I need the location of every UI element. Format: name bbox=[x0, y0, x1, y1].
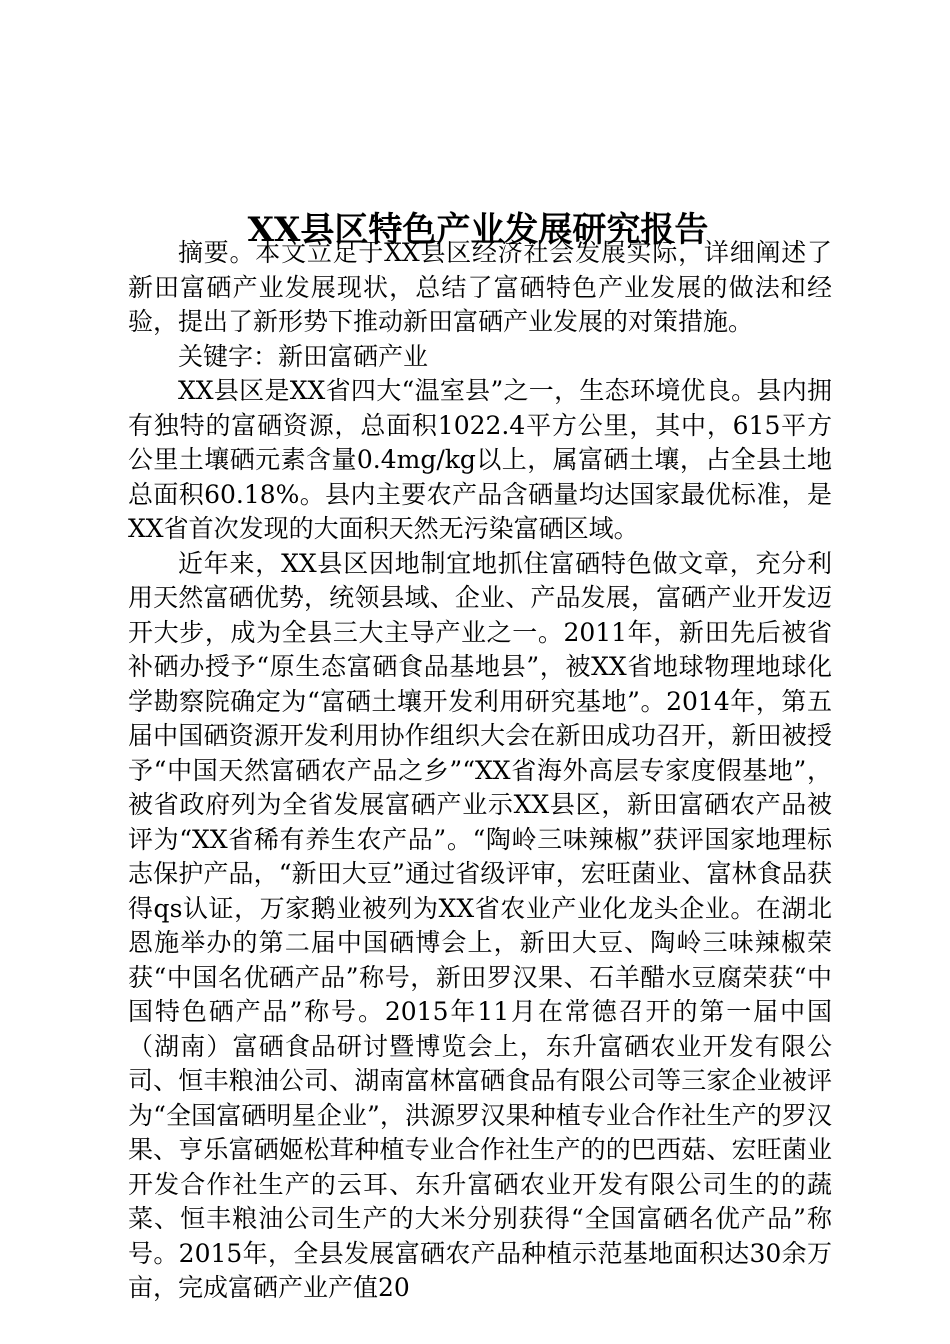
body-paragraph-progress: 近年来，XX县区因地制宜地抓住富硒特色做文章，充分利用天然富硒优势，统领县域、企业、产品发展，富硒产业开发迈开大步，成为全县三大主导产业之一。2011年，新田先后被省补硒办授予“原生态富硒食品基地县”，被XX省地球物理地球化学勘察院确定为“富硒土壤开发利用研究基地”。2014年，第五届中国硒资源开发利用协作组织大会在新田成功召开，新田被授予“中国天然富硒农产品之乡”“XX省海外高层专家度假基地”，被省政府列为全省发展富硒产业示XX县区，新田富硒农产品被评为“XX省稀有养生农产品”。“陶岭三味辣椒”获评国家地理标志保护产品，“新田大豆”通过省级评审，宏旺菌业、富林食品获得qs认证，万家鹅业被列为XX省农业产业化龙头企业。在湖北恩施举办的第二届中国硒博会上，新田大豆、陶岭三味辣椒荣获“中国名优硒产品”称号，新田罗汉果、石羊醋水豆腐荣获“中国特色硒产品”称号。2015年11月在常德召开的第一届中国（湖南）富硒食品研讨暨博览会上，东升富硒农业开发有限公司、恒丰粮油公司、湖南富林富硒食品有限公司等三家企业被评为“全国富硒明星企业”，洪源罗汉果种植专业合作社生产的罗汉果、亨乐富硒姬松茸种植专业合作社生产的的巴西菇、宏旺菌业开发合作社生产的云耳、东升富硒农业开发有限公司生的的蔬菜、恒丰粮油公司生产的大米分别获得“全国富硒名优产品”称号。2015年，全县发展富硒农产品种植示范基地面积达30余万亩，完成富硒产业产值20 bbox=[128, 548, 832, 1302]
abstract-paragraph: 摘要。本文立足于XX县区经济社会发展实际，详细阐述了新田富硒产业发展现状，总结了富硒特色产业发展的做法和经验，提出了新形势下推动新田富硒产业发展的对策措施。 bbox=[128, 238, 832, 336]
keywords-paragraph: 关键字：新田富硒产业 bbox=[178, 341, 429, 371]
document-body bbox=[128, 236, 832, 1306]
body-paragraph-intro: XX县区是XX省四大“温室县”之一，生态环境优良。县内拥有独特的富硒资源，总面积1022.4平方公里，其中，615平方公里土壤硒元素含量0.4mg/kg以上，属富硒土壤，占全县土地总面积60.18%。县内主要农产品含硒量均达国家最优标准，是XX省首次发现的大面积天然无污染富硒区域。 bbox=[128, 376, 832, 543]
document-title: XX县区特色产业发展研究报告 bbox=[247, 209, 709, 250]
